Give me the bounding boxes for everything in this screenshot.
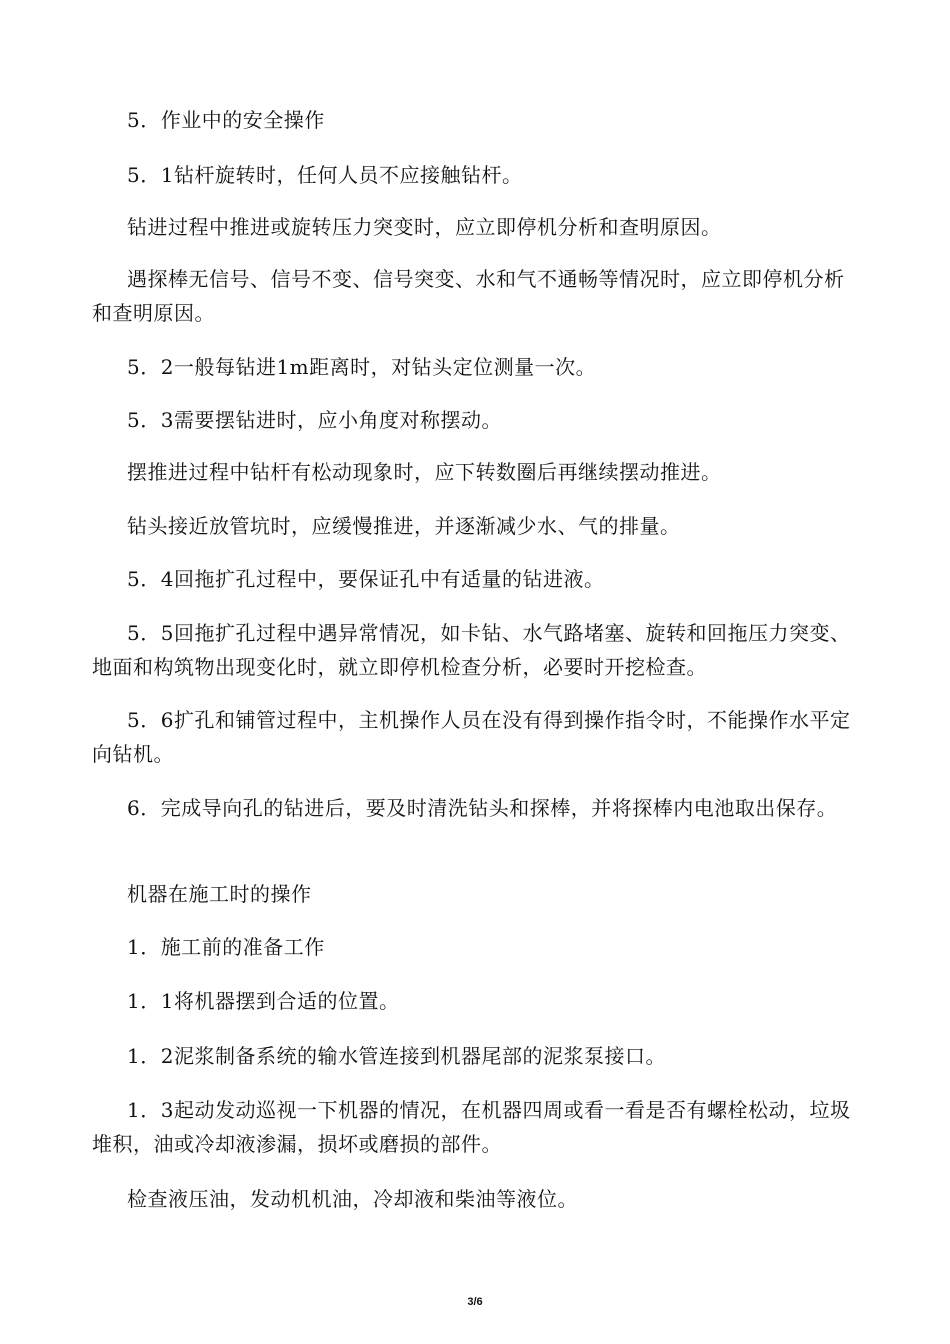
paragraph-1-1: 1．1将机器摆到合适的位置。 [127, 989, 400, 1013]
paragraph-loose-rod: 摆推进过程中钻杆有松动现象时，应下转数圈后再继续摆动推进。 [127, 460, 722, 484]
paragraph-section-1-heading: 1．施工前的准备工作 [127, 935, 325, 959]
paragraph-section-5-heading: 5．作业中的安全操作 [127, 108, 325, 132]
paragraph-machine-operation-heading: 机器在施工时的操作 [127, 882, 312, 906]
paragraph-pressure-change: 钻进过程中推进或旋转压力突变时，应立即停机分析和查明原因。 [127, 215, 722, 239]
paragraph-check-fluids: 检查液压油，发动机机油，冷却液和柴油等液位。 [127, 1187, 578, 1211]
paragraph-6: 6．完成导向孔的钻进后，要及时清洗钻头和探棒，并将探棒内电池取出保存。 [127, 796, 838, 820]
page-number: 3/6 [467, 1296, 483, 1308]
paragraph-5-2: 5．2一般每钻进1m距离时，对钻头定位测量一次。 [127, 355, 597, 379]
paragraph-5-3: 5．3需要摆钻进时，应小角度对称摆动。 [127, 408, 502, 432]
paragraph-5-1: 5．1钻杆旋转时，任何人员不应接触钻杆。 [127, 163, 523, 187]
paragraph-5-5: 5．5回拖扩孔过程中遇异常情况，如卡钻、水气路堵塞、旋转和回拖压力突变、地面和构筑物出现变化时，就立即停机检查分析，必要时开挖检查。 [92, 621, 851, 679]
paragraph-1-3: 1．3起动发动巡视一下机器的情况，在机器四周或看一看是否有螺栓松动，垃圾堆积，油或冷却液渗漏，损坏或磨损的部件。 [92, 1098, 851, 1156]
paragraph-5-6: 5．6扩孔和铺管过程中，主机操作人员在没有得到操作指令时，不能操作水平定向钻机。 [92, 708, 851, 766]
paragraph-1-2: 1．2泥浆制备系统的输水管连接到机器尾部的泥浆泵接口。 [127, 1044, 666, 1068]
paragraph-5-4: 5．4回拖扩孔过程中，要保证孔中有适量的钻进液。 [127, 567, 605, 591]
paragraph-probe-signal: 遇探棒无信号、信号不变、信号突变、水和气不通畅等情况时，应立即停机分析和查明原因。 [92, 267, 845, 325]
paragraph-approach-pit: 钻头接近放管坑时，应缓慢推进，并逐渐减少水、气的排量。 [127, 514, 681, 538]
